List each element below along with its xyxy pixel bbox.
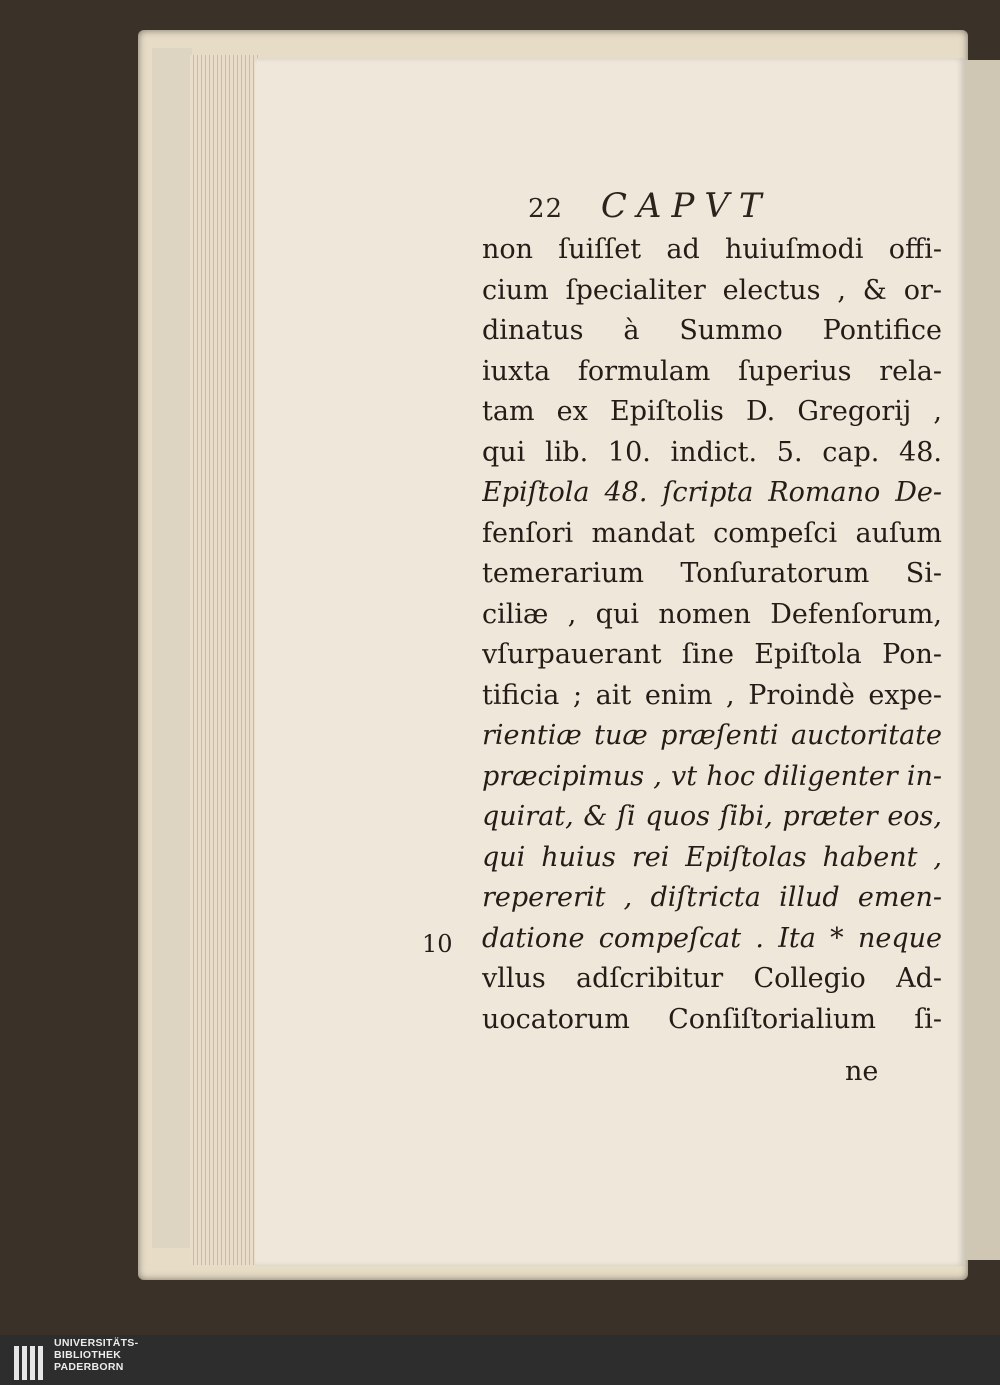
page-edges [190,55,260,1265]
library-name-line: PADERBORN [54,1361,124,1373]
text-line: qui lib. 10. indict. 5. cap. 48. [482,436,942,468]
text-line: qui huius rei Epiſtolas habent , [482,841,942,873]
page-number: 22 [528,194,564,224]
text-line: uocatorum Conſiſtorialium ſi- [482,1003,942,1035]
text-line: tam ex Epiſtolis D. Gregorij , [482,396,942,427]
text-line: datione compeſcat . Ita * neque [482,922,942,954]
text-line: cium ſpecialiter electus , & or- [482,274,942,306]
text-line: præcipimus , vt hoc diligenter in- [482,760,942,792]
text-line: vſurpauerant ſine Epiſtola Pon- [482,639,942,670]
page-header [528,186,772,226]
running-head: CAPVT [600,186,772,226]
text-line: repererit , diſtricta illud emen- [482,882,942,913]
facing-page-edge [960,60,1000,1260]
margin-line-number: 10 [422,930,453,958]
text-line: ciliæ , qui nomen Defenſorum, [482,598,942,630]
library-name-line: BIBLIOTHEK [54,1349,122,1361]
library-logo-icon [14,1340,50,1380]
catchword: ne [845,1056,879,1087]
text-line: vllus adſcribitur Collegio Ad- [482,963,942,994]
text-line: fenſori mandat compeſci auſum [482,517,942,549]
text-line: non ſuiſſet ad huiuſmodi offi- [482,234,942,265]
text-line: tificia ; ait enim , Proindè expe- [482,679,942,711]
text-line: quirat, & ſi quos ſibi, præter eos, [482,801,942,832]
library-name-line: UNIVERSITÄTS- [54,1337,139,1349]
library-name [54,1337,138,1373]
text-line: rientiæ tuæ præſenti auctoritate [482,720,942,751]
library-footer [0,1335,1000,1385]
cover-edge [152,48,192,1248]
text-line: Epiſtola 48. ſcripta Romano De- [482,477,942,508]
text-line: iuxta formulam ſuperius rela- [482,355,942,387]
text-line: dinatus à Summo Pontifice [482,315,942,346]
body-text [482,230,942,1040]
text-line: temerarium Tonſuratorum Si- [482,558,942,589]
